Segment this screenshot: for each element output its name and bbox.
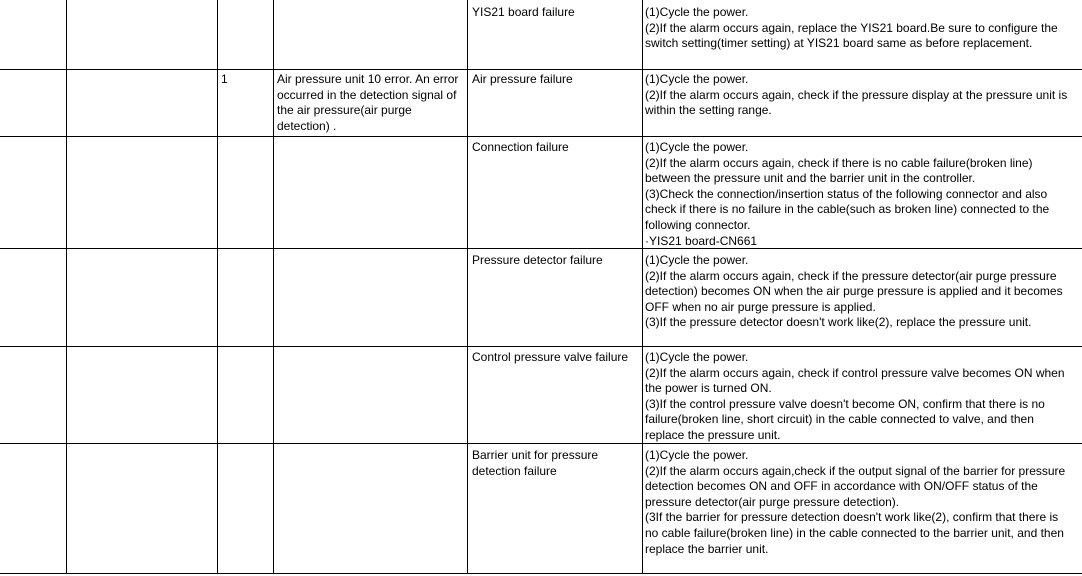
cause-cell: Control pressure valve failure xyxy=(472,350,629,364)
cause-cell: Air pressure failure xyxy=(472,72,573,86)
solution-line: pressure detector(air purge pressure detection). xyxy=(645,494,900,509)
column-divider xyxy=(467,0,468,574)
solution-line: (3If the barrier for pressure detection doesn't work like(2), confirm that there is xyxy=(645,510,1059,525)
column-divider xyxy=(217,0,218,574)
solution-line: (1)Cycle the power. xyxy=(645,350,749,364)
alarm-number-cell: 1 xyxy=(221,72,228,86)
solution-cell xyxy=(645,140,1080,249)
solution-line: check if there is no failure in the cable(such as broken line) connected to the xyxy=(645,202,1050,217)
row-divider xyxy=(0,573,1082,574)
solution-line: OFF when no air purge pressure is applied. xyxy=(645,299,876,314)
solution-line: (1)Cycle the power. xyxy=(645,72,749,86)
solution-line: (2)If the alarm occurs again, check if there is no cable failure(broken line) xyxy=(645,155,1033,170)
cause-cell: Connection failure xyxy=(472,140,569,154)
solution-line: (3)Check the connection/insertion status of the following connector and also xyxy=(645,186,1048,201)
solution-line: (3)If the pressure detector doesn't work like(2), replace the pressure unit. xyxy=(645,315,1032,330)
solution-line: within the setting range. xyxy=(645,103,772,118)
column-divider xyxy=(273,0,274,574)
solution-line: detection becomes ON and OFF in accordance with ON/OFF status of the xyxy=(645,479,1038,494)
solution-cell xyxy=(645,448,1080,557)
solution-line: failure(broken line, short circuit) in the cable connected to valve, and then xyxy=(645,412,1034,427)
solution-cell xyxy=(645,72,1080,119)
cause-cell: Barrier unit for pressure detection failure xyxy=(472,448,599,478)
solution-line: (2)If the alarm occurs again, check if the pressure detector(air purge pressure xyxy=(645,268,1057,283)
solution-line: detection) becomes ON when the air purge pressure is applied and it becomes xyxy=(645,284,1063,299)
solution-cell xyxy=(645,5,1080,52)
cause-cell: YIS21 board failure xyxy=(472,5,575,19)
solution-line: the power is turned ON. xyxy=(645,381,772,396)
solution-line: no cable failure(broken line) in the cable connected to the barrier unit, and then xyxy=(645,525,1064,540)
solution-line: (2)If the alarm occurs again, replace the YIS21 board.Be sure to configure the xyxy=(645,20,1058,35)
row-divider xyxy=(0,136,1082,137)
solution-line: between the pressure unit and the barrier unit in the controller. xyxy=(645,171,976,186)
row-divider xyxy=(0,346,1082,347)
solution-line: replace the barrier unit. xyxy=(645,541,769,556)
solution-line: switch setting(timer setting) at YIS21 board same as before replacement. xyxy=(645,36,1033,51)
solution-line: (2)If the alarm occurs again, check if control pressure valve becomes ON when xyxy=(645,365,1065,380)
solution-line: (2)If the alarm occurs again, check if the pressure display at the pressure unit is xyxy=(645,87,1068,102)
solution-cell xyxy=(645,253,1080,331)
cause-cell: Pressure detector failure xyxy=(472,253,603,267)
column-divider xyxy=(642,0,643,574)
solution-line: (1)Cycle the power. xyxy=(645,253,749,267)
solution-line: (3)If the control pressure valve doesn't become ON, confirm that there is no xyxy=(645,396,1045,411)
solution-line: (1)Cycle the power. xyxy=(645,140,749,154)
solution-line: following connector. xyxy=(645,217,751,232)
solution-cell xyxy=(645,350,1080,444)
solution-line: replace the pressure unit. xyxy=(645,427,781,442)
solution-line: ·YIS21 board-CN661 xyxy=(645,233,758,248)
solution-line: (1)Cycle the power. xyxy=(645,5,749,19)
solution-line: (2)If the alarm occurs again,check if the output signal of the barrier for pressure xyxy=(645,463,1066,478)
column-divider xyxy=(66,0,67,574)
solution-line: (1)Cycle the power. xyxy=(645,448,749,462)
row-divider xyxy=(0,69,1082,70)
description-cell: Air pressure unit 10 error. An error occurred in the detection signal of the air pressure(air purge detection) . xyxy=(277,72,459,133)
